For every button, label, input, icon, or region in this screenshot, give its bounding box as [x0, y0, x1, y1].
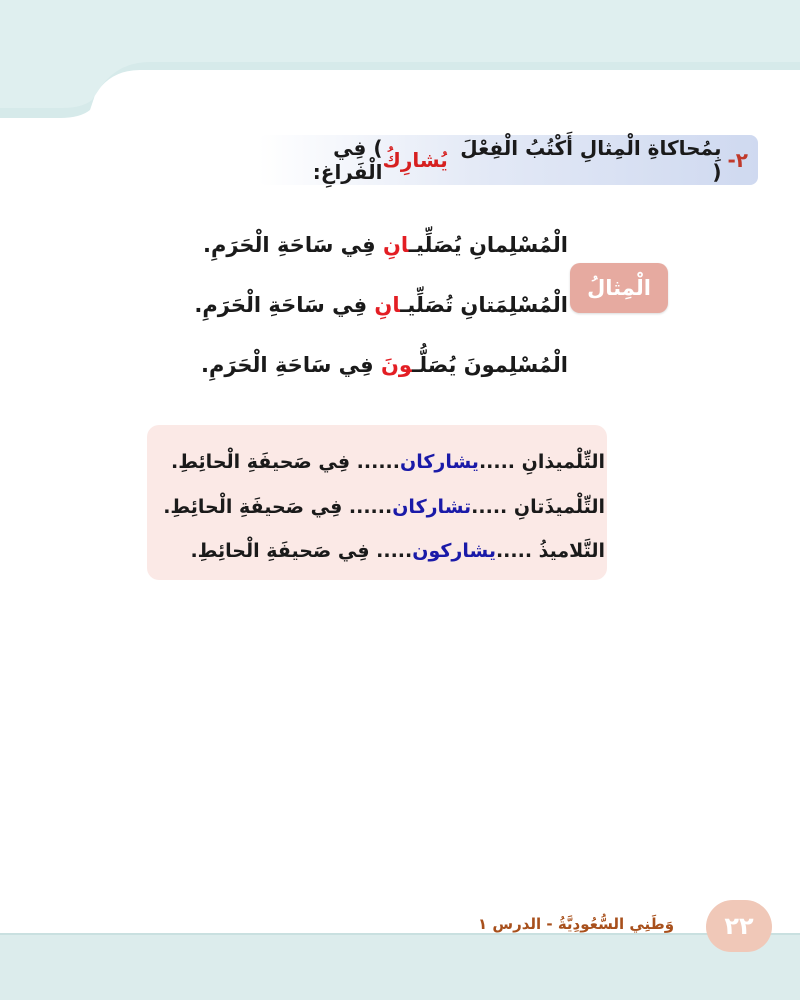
header-band — [0, 0, 800, 120]
page-number: ٢٢ — [706, 900, 772, 952]
example-line-3-end: فِي سَاحَةِ الْحَرَمِ. — [200, 353, 381, 377]
example-line-3-start: الْمُسْلِمونَ يُصَلُّـ — [412, 353, 568, 377]
example-line-3-suffix: ونَ — [380, 353, 413, 377]
lesson-title: وَطَنِي السُّعُودِيَّةُ - الدرس ١ — [478, 915, 675, 933]
example-line-3 — [201, 353, 568, 377]
example-line-2-suffix: انِ — [374, 293, 401, 317]
answer-line-1 — [171, 451, 605, 473]
answer-2-verb: تشاركان — [392, 496, 472, 518]
exercise-number: ٢- — [727, 148, 748, 172]
answer-1-rest: ...... فِي صَحيفَةِ الْحائِطِ. — [170, 451, 400, 473]
example-line-2 — [194, 293, 568, 317]
instruction-text-start: بِمُحاكاةِ الْمِثالِ أَكْتُبُ الْفِعْلَ ( — [460, 136, 722, 184]
answer-3-verb: يشاركون — [412, 540, 496, 562]
example-line-2-start: الْمُسْلِمَتانِ تُصَلِّيـ — [400, 293, 568, 317]
answer-1-verb: يشاركان — [399, 451, 479, 473]
answer-3-subject: التَّلاميذُ ..... — [495, 540, 605, 562]
answer-line-3 — [190, 540, 605, 562]
answer-2-subject: التِّلْميذَتانِ ..... — [471, 496, 605, 518]
exercise-instruction — [258, 135, 758, 185]
example-line-1-suffix: انِ — [382, 233, 409, 257]
instruction-verb: يُشارِكُ — [382, 148, 448, 172]
example-badge: الْمِثالُ — [570, 263, 668, 313]
answer-1-subject: التِّلْميذانِ ..... — [478, 451, 605, 473]
example-line-1 — [203, 233, 568, 257]
answer-2-rest: ...... فِي صَحيفَةِ الْحائِطِ. — [163, 496, 393, 518]
example-line-1-end: فِي سَاحَةِ الْحَرَمِ. — [202, 233, 383, 257]
answer-line-2 — [163, 496, 605, 518]
answer-3-rest: ..... فِي صَحيفَةِ الْحائِطِ. — [190, 540, 413, 562]
example-line-2-end: فِي سَاحَةِ الْحَرَمِ. — [194, 293, 375, 317]
instruction-text-end: ) فِي الْفَراغِ: — [312, 136, 383, 184]
example-line-1-start: الْمُسْلِمانِ يُصَلِّيـ — [408, 233, 568, 257]
footer-band — [0, 935, 800, 1000]
